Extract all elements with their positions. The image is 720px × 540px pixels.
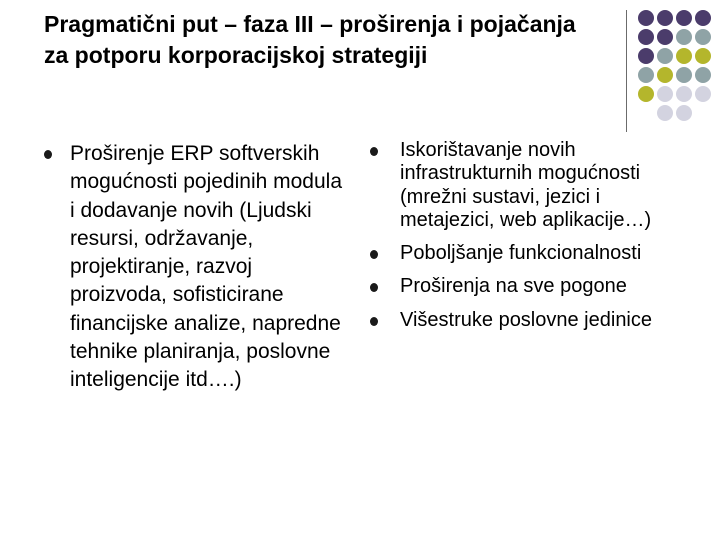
right-bullet-list: [370, 139, 670, 332]
bullet-text: Proširenje ERP softverskih mogućnosti pojedinih modula i dodavanje novih (Ljudski resursi, održavanje, projektiranje, razvoj proizvoda, sofisticirane financijske analize, napredne tehnike planiranja, poslovne inteligencije itd….): [70, 142, 343, 392]
decorative-dot: [638, 67, 654, 83]
title-divider: [626, 10, 627, 132]
decorative-dot: [657, 105, 673, 121]
list-item: [370, 309, 670, 332]
decorative-dot: [657, 48, 673, 64]
decorative-dot: [695, 86, 711, 102]
decorative-dot-grid: [637, 9, 719, 121]
decorative-dot: [676, 29, 692, 45]
decorative-dot: [695, 67, 711, 83]
decorative-dot: [676, 10, 692, 26]
bullet-icon: [370, 147, 378, 156]
bullet-icon: [370, 250, 378, 259]
decorative-dot: [676, 86, 692, 102]
decorative-dot: [695, 29, 711, 45]
decorative-dot: [676, 48, 692, 64]
list-item: [370, 242, 670, 265]
bullet-text: Proširenja na sve pogone: [400, 275, 627, 298]
decorative-dot: [638, 48, 654, 64]
bullet-icon: [44, 150, 52, 159]
bullet-icon: [370, 317, 378, 326]
decorative-dot: [638, 86, 654, 102]
decorative-dot: [638, 10, 654, 26]
bullet-text: Višestruke poslovne jedinice: [400, 308, 653, 331]
decorative-dot: [676, 105, 692, 121]
decorative-dot: [695, 10, 711, 26]
decorative-dot: [657, 10, 673, 26]
decorative-dot: [657, 86, 673, 102]
bullet-icon: [370, 283, 378, 292]
decorative-dot: [695, 48, 711, 64]
decorative-dot: [638, 29, 654, 45]
list-item: [370, 139, 670, 232]
left-bullet-list: [44, 140, 344, 395]
decorative-dot: [657, 29, 673, 45]
decorative-dot: [657, 67, 673, 83]
bullet-text: Iskorištavanje novih infrastrukturnih mogućnosti (mrežni sustavi, jezici i metajezici, web aplikacije…): [400, 139, 652, 231]
decorative-dot: [676, 67, 692, 83]
slide-title: Pragmatični put – faza III – proširenja i pojačanja za potporu korporacijskoj strategiji: [44, 11, 576, 68]
bullet-text: Poboljšanje funkcionalnosti: [400, 242, 642, 265]
list-item: [370, 275, 670, 298]
list-item: [44, 140, 344, 395]
